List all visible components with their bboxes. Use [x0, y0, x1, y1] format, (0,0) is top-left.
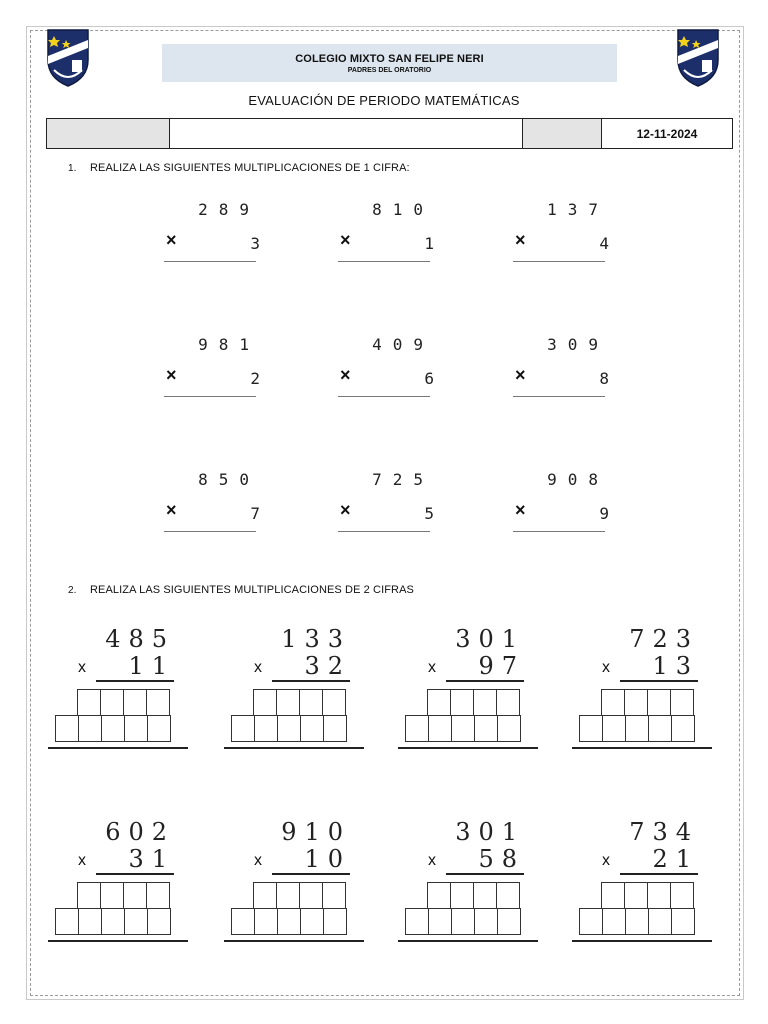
multiplier: 8 [599, 369, 609, 388]
answer-box[interactable] [323, 715, 347, 742]
answer-box[interactable] [671, 715, 695, 742]
page-title: EVALUACIÓN DE PERIODO MATEMÁTICAS [248, 93, 520, 108]
times-sign: x [428, 659, 436, 676]
answer-box[interactable] [254, 715, 278, 742]
answer-box[interactable] [602, 908, 626, 935]
answer-box[interactable] [473, 689, 497, 716]
multiplication-2-digit-7 [398, 818, 543, 948]
multiplier: 97 [478, 652, 525, 680]
answer-box[interactable] [450, 689, 474, 716]
answer-box[interactable] [101, 908, 125, 935]
date-value: 12-11-2024 [601, 118, 733, 149]
multiplier-line [272, 680, 350, 682]
answer-box[interactable] [146, 689, 170, 716]
multiplier: 21 [652, 845, 699, 873]
answer-box[interactable] [625, 908, 649, 935]
result-line[interactable] [572, 747, 712, 749]
multiplication-2-digit-2 [224, 625, 369, 755]
partial-product-row-2 [406, 715, 521, 742]
answer-box[interactable] [428, 908, 452, 935]
answer-box[interactable] [78, 908, 102, 935]
answer-box[interactable] [123, 882, 147, 909]
times-sign: × [340, 500, 351, 520]
answer-box[interactable] [474, 715, 498, 742]
multiplier-line [96, 873, 174, 875]
answer-box[interactable] [670, 689, 694, 716]
answer-box[interactable] [497, 908, 521, 935]
multiplier-line [96, 680, 174, 682]
multiplier: 9 [599, 504, 609, 523]
answer-box[interactable] [55, 715, 79, 742]
answer-box[interactable] [77, 689, 101, 716]
answer-line[interactable] [164, 261, 256, 262]
answer-box[interactable] [601, 689, 625, 716]
school-name: COLEGIO MIXTO SAN FELIPE NERI [295, 53, 484, 65]
answer-box[interactable] [276, 689, 300, 716]
school-subtitle: PADRES DEL ORATORIO [347, 67, 432, 74]
multiplicand: 850 [198, 470, 260, 489]
partial-product-row-1 [602, 689, 694, 716]
answer-box[interactable] [579, 715, 603, 742]
answer-box[interactable] [146, 882, 170, 909]
answer-box[interactable] [428, 715, 452, 742]
multiplication-2-digit-4 [572, 625, 717, 755]
times-sign: x [602, 659, 610, 676]
multiplicand: 810 [372, 200, 434, 219]
answer-box[interactable] [473, 882, 497, 909]
answer-box[interactable] [101, 715, 125, 742]
multiplication-2-digit-1 [48, 625, 193, 755]
multiplicand: 133 [281, 625, 351, 653]
answer-box[interactable] [474, 908, 498, 935]
answer-box[interactable] [147, 715, 171, 742]
times-sign: × [166, 230, 177, 250]
school-crest-icon [44, 26, 92, 88]
answer-box[interactable] [451, 908, 475, 935]
section-1-text: REALIZA LAS SIGUIENTES MULTIPLICACIONES DE 1 CIFRA: [90, 162, 410, 174]
answer-box[interactable] [322, 689, 346, 716]
times-sign: × [166, 500, 177, 520]
multiplier: 6 [424, 369, 434, 388]
answer-box[interactable] [276, 882, 300, 909]
times-sign: × [515, 365, 526, 385]
multiplication-1-digit-2 [338, 200, 438, 270]
partial-product-row-1 [254, 689, 346, 716]
multiplier-line [620, 680, 698, 682]
multiplicand: 734 [629, 818, 699, 846]
answer-box[interactable] [647, 882, 671, 909]
answer-box[interactable] [496, 689, 520, 716]
result-line[interactable] [48, 747, 188, 749]
result-line[interactable] [48, 940, 188, 942]
multiplication-1-digit-3 [513, 200, 613, 270]
result-line[interactable] [224, 940, 364, 942]
answer-line[interactable] [513, 531, 605, 532]
partial-product-row-2 [406, 908, 521, 935]
answer-box[interactable] [670, 882, 694, 909]
answer-box[interactable] [427, 882, 451, 909]
partial-product-row-1 [428, 689, 520, 716]
multiplier: 3 [250, 234, 260, 253]
answer-box[interactable] [231, 715, 255, 742]
answer-box[interactable] [497, 715, 521, 742]
answer-box[interactable] [579, 908, 603, 935]
multiplicand: 301 [455, 625, 525, 653]
multiplicand: 725 [372, 470, 434, 489]
multiplier-line [446, 680, 524, 682]
multiplicand: 981 [198, 335, 260, 354]
times-sign: x [254, 659, 262, 676]
answer-box[interactable] [231, 908, 255, 935]
multiplicand: 137 [547, 200, 609, 219]
answer-box[interactable] [78, 715, 102, 742]
answer-line[interactable] [338, 531, 430, 532]
partial-product-row-1 [254, 882, 346, 909]
section-2-instruction [68, 584, 414, 596]
partial-product-row-1 [78, 882, 170, 909]
multiplicand: 908 [547, 470, 609, 489]
multiplication-1-digit-8 [338, 470, 438, 540]
multiplier-line [446, 873, 524, 875]
multiplicand: 910 [281, 818, 351, 846]
answer-box[interactable] [405, 908, 429, 935]
section-1-instruction [68, 162, 410, 174]
answer-box[interactable] [451, 715, 475, 742]
partial-product-row-1 [78, 689, 170, 716]
answer-box[interactable] [496, 882, 520, 909]
partial-product-row-2 [580, 908, 695, 935]
answer-box[interactable] [124, 715, 148, 742]
multiplication-1-digit-1 [164, 200, 264, 270]
times-sign: × [515, 500, 526, 520]
answer-box[interactable] [648, 715, 672, 742]
multiplier: 2 [250, 369, 260, 388]
multiplier: 58 [478, 845, 525, 873]
multiplicand: 289 [198, 200, 260, 219]
times-sign: x [602, 852, 610, 869]
multiplier: 4 [599, 234, 609, 253]
multiplication-2-digit-3 [398, 625, 543, 755]
multiplicand: 602 [105, 818, 175, 846]
answer-box[interactable] [299, 882, 323, 909]
answer-line[interactable] [164, 396, 256, 397]
answer-box[interactable] [123, 689, 147, 716]
multiplier: 31 [128, 845, 175, 873]
multiplication-2-digit-6 [224, 818, 369, 948]
answer-box[interactable] [55, 908, 79, 935]
answer-box[interactable] [254, 908, 278, 935]
answer-box[interactable] [450, 882, 474, 909]
answer-line[interactable] [338, 261, 430, 262]
answer-box[interactable] [300, 715, 324, 742]
partial-product-row-1 [428, 882, 520, 909]
multiplication-1-digit-4 [164, 335, 264, 405]
answer-line[interactable] [164, 531, 256, 532]
times-sign: × [515, 230, 526, 250]
answer-box[interactable] [147, 908, 171, 935]
partial-product-row-2 [56, 908, 171, 935]
answer-box[interactable] [299, 689, 323, 716]
partial-product-row-2 [56, 715, 171, 742]
section-2-number: 2. [68, 585, 77, 596]
multiplicand: 301 [455, 818, 525, 846]
partial-product-row-2 [580, 715, 695, 742]
times-sign: × [340, 365, 351, 385]
answer-box[interactable] [427, 689, 451, 716]
multiplication-1-digit-7 [164, 470, 264, 540]
multiplication-1-digit-9 [513, 470, 613, 540]
answer-box[interactable] [300, 908, 324, 935]
times-sign: × [340, 230, 351, 250]
answer-box[interactable] [647, 689, 671, 716]
answer-box[interactable] [625, 715, 649, 742]
answer-box[interactable] [671, 908, 695, 935]
multiplier: 1 [424, 234, 434, 253]
partial-product-row-1 [602, 882, 694, 909]
multiplicand: 485 [105, 625, 175, 653]
answer-box[interactable] [323, 908, 347, 935]
answer-box[interactable] [253, 882, 277, 909]
multiplier: 5 [424, 504, 434, 523]
student-label-cell [46, 118, 170, 149]
multiplication-1-digit-6 [513, 335, 613, 405]
answer-box[interactable] [100, 689, 124, 716]
answer-box[interactable] [100, 882, 124, 909]
multiplier: 10 [304, 845, 351, 873]
times-sign: x [254, 852, 262, 869]
school-crest-icon [674, 26, 722, 88]
result-line[interactable] [398, 940, 538, 942]
answer-box[interactable] [322, 882, 346, 909]
answer-box[interactable] [601, 882, 625, 909]
multiplicand: 309 [547, 335, 609, 354]
multiplier: 13 [652, 652, 699, 680]
section-2-text: REALIZA LAS SIGUIENTES MULTIPLICACIONES DE 2 CIFRAS [90, 584, 414, 596]
answer-box[interactable] [648, 908, 672, 935]
answer-box[interactable] [624, 689, 648, 716]
partial-product-row-2 [232, 908, 347, 935]
answer-box[interactable] [253, 689, 277, 716]
times-sign: x [78, 659, 86, 676]
partial-product-row-2 [232, 715, 347, 742]
section-1-number: 1. [68, 163, 77, 174]
multiplication-2-digit-5 [48, 818, 193, 948]
date-label-cell [522, 118, 602, 149]
multiplier: 7 [250, 504, 260, 523]
multiplicand: 409 [372, 335, 434, 354]
school-header [162, 44, 617, 82]
answer-line[interactable] [513, 396, 605, 397]
multiplier: 32 [304, 652, 351, 680]
multiplier-line [620, 873, 698, 875]
result-line[interactable] [398, 747, 538, 749]
answer-line[interactable] [513, 261, 605, 262]
times-sign: x [428, 852, 436, 869]
multiplier: 11 [128, 652, 175, 680]
multiplier-line [272, 873, 350, 875]
answer-box[interactable] [77, 882, 101, 909]
multiplication-1-digit-5 [338, 335, 438, 405]
times-sign: × [166, 365, 177, 385]
answer-box[interactable] [124, 908, 148, 935]
answer-box[interactable] [624, 882, 648, 909]
answer-box[interactable] [405, 715, 429, 742]
multiplicand: 723 [629, 625, 699, 653]
multiplication-2-digit-8 [572, 818, 717, 948]
result-line[interactable] [572, 940, 712, 942]
answer-box[interactable] [277, 715, 301, 742]
student-name-field[interactable] [169, 118, 523, 149]
result-line[interactable] [224, 747, 364, 749]
answer-box[interactable] [602, 715, 626, 742]
answer-line[interactable] [338, 396, 430, 397]
answer-box[interactable] [277, 908, 301, 935]
times-sign: x [78, 852, 86, 869]
